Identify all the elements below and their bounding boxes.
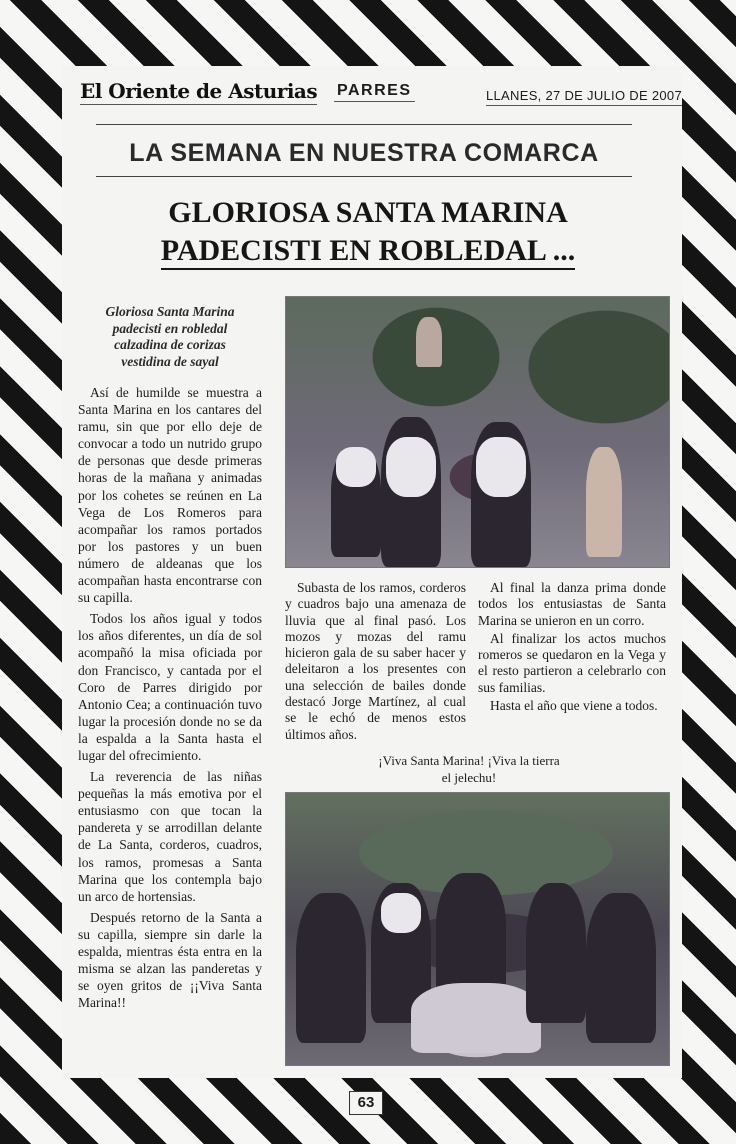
headline-line-1: GLORIOSA SANTA MARINA [168,196,568,229]
article-headline [118,194,618,270]
section-label: PARRES [334,82,415,102]
photo-caption: ¡Viva Santa Marina! ¡Viva la tierra el jelechu! [378,753,560,785]
paragraph: Todos los años igual y todos los años diferentes, un día de sol acompañó la misa oficiada por don Francisco, y cantada por el Coro de Parres dirigido por Antonio Cea; a continuación tuvo lugar la procesión donde no se da la espalda a la Santa hasta el lugar del ofrecimiento. [78,611,262,763]
divider-top [96,124,632,125]
page-number: 63 [349,1091,383,1115]
paragraph: Al finalizar los actos muchos romeros se quedaron en la Vega y el resto partieron a celebrarlo con sus familias. [478,630,666,695]
article-column-middle: Subasta de los ramos, corderos y cuadros bajo una amenaza de lluvia que al final pasó. Los mozos y mozas del ramu hicieron gala de su saber hacer y deleitaron a los presentes con una selección de bailes donde destacó Jorge Martínez, al cual se le echó de menos estos últimos años. [285,580,466,742]
paragraph: Después retorno de la Santa a su capilla, siempre sin darle la espalda, mientras ésta entra en la misma se alzan las panderetas y se oyen gritos de ¡¡Viva Santa Marina!! [78,909,262,1011]
paragraph: Al final la danza prima donde todos los entusiastas de Santa Marina se unieron en un corro. [478,580,666,628]
paragraph: Así de humilde se muestra a Santa Marina en los cantares del ramu, sin que por ello deje de convocar a todo un nutrido grupo de personas que desde primeras horas de la mañana y animadas por los cohetes se reúnen en La Vega de Los Romeros para acompañar los ramos portados por los pastores y un buen número de aldeanas que los acompañan hasta encontrarse con su capilla. [78,385,262,606]
section-header: LA SEMANA EN NUESTRA COMARCA [129,139,599,167]
paragraph: La reverencia de las niñas pequeñas la más emotiva por el entusiasmo con que tocan la pandereta y se arrodillan delante de La Santa, corderos, cuadros, los ramos, promesas a Santa Marina que los contempla bajo un arco de hortensias. [78,769,262,904]
divider-bottom [96,176,632,177]
issue-date: LLANES, 27 DE JULIO DE 2007 [486,88,682,106]
article-column-right [478,580,666,716]
headline-line-2: PADECISTI EN ROBLEDAL ... [161,234,576,270]
dance-photo [285,792,670,1066]
intro-verse: Gloriosa Santa Marina padecisti en robledal calzadina de corizas vestidina de sayal [105,304,235,369]
paragraph: Hasta el año que viene a todos. [490,698,658,714]
newspaper-masthead: El Oriente de Asturias [80,79,318,103]
article-column-left [78,300,262,1015]
procession-photo [285,296,670,568]
